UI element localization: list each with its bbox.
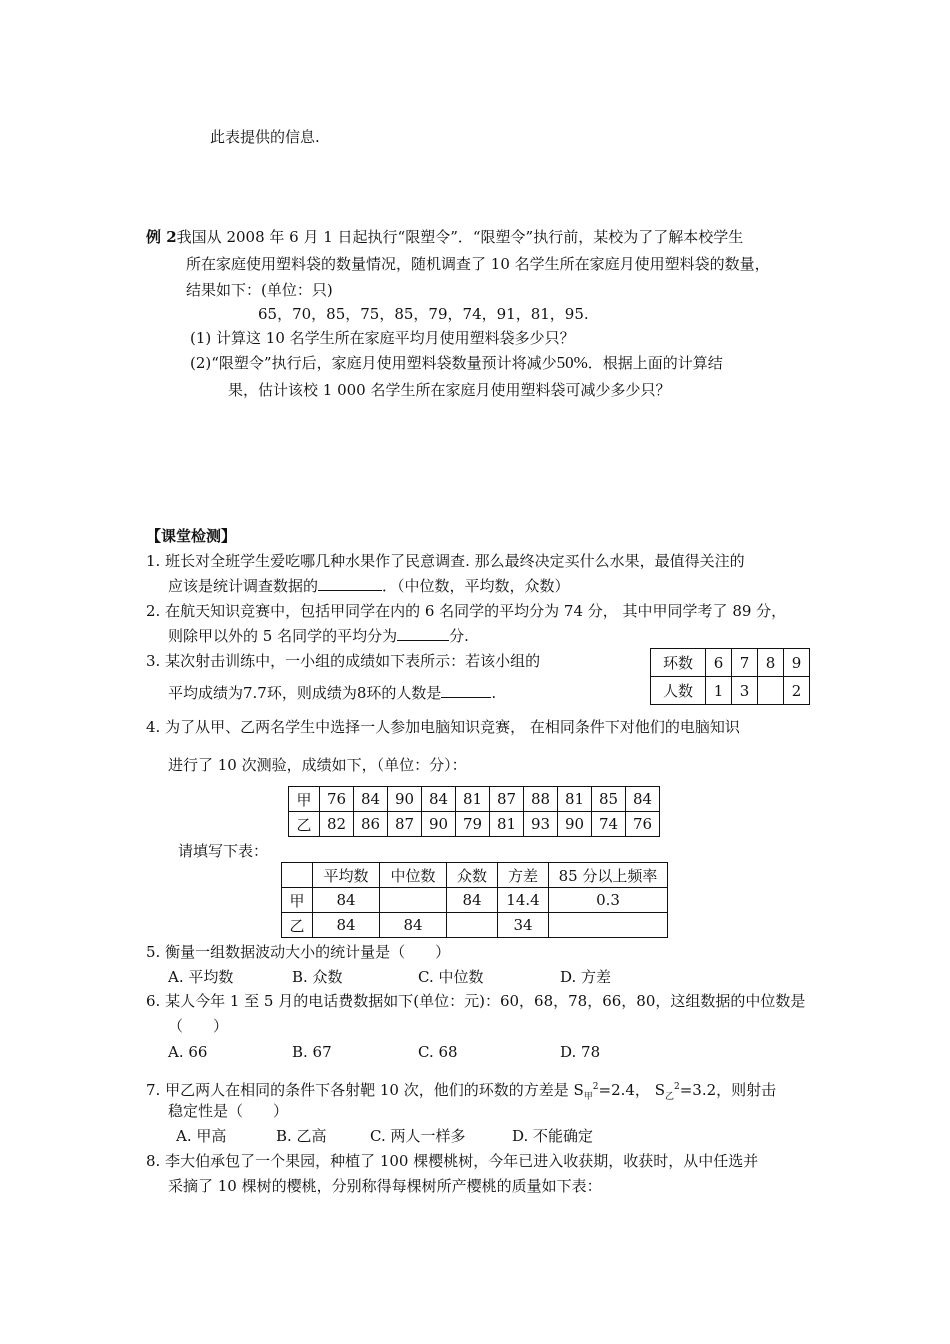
table-cell: 平均数	[313, 863, 380, 888]
example2-question2	[190, 353, 723, 373]
example2-line1-text: 我国从 2008 年 6 月 1 日起执行“限塑令”．“限塑令”执行前，某校为了了解本校学生	[176, 228, 744, 246]
q3-line1: 3. 某次射击训练中，一小组的成绩如下表所示：若该小组的	[146, 652, 541, 670]
table-cell: 1	[706, 677, 732, 705]
table-cell: 84	[313, 888, 380, 913]
table-cell: 74	[592, 812, 626, 837]
q3-line2	[168, 683, 496, 703]
q7-line1-part-a: 7. 甲乙两人在相同的条件下各射靶 10 次，他们的环数的方差是 S	[146, 1081, 584, 1099]
q7-line2: 稳定性是（ ）	[168, 1102, 289, 1120]
example2-line3: 结果如下：(单位：只)	[186, 281, 333, 299]
example2-line2: 所在家庭使用塑料袋的数量情况，随机调查了 10 名学生所在家庭月使用塑料袋的数量，	[186, 255, 770, 273]
table-cell: 84	[380, 913, 447, 938]
q4-fill-prompt: 请填写下表：	[178, 842, 269, 860]
table-cell: 79	[456, 812, 490, 837]
q6-line1: 6. 某人今年 1 至 5 月的电话费数据如下(单位：元)：60，68，78，66，80，这组数据的中位数是	[146, 992, 806, 1010]
q5-stem: 5. 衡量一组数据波动大小的统计量是（ ）	[146, 943, 451, 961]
q5-option-a[interactable]: A. 平均数	[168, 968, 234, 986]
table-cell: 14.4	[498, 888, 549, 913]
section-title: 【课堂检测】	[146, 527, 237, 545]
table-cell: 85 分以上频率	[549, 863, 668, 888]
table-cell: 甲	[282, 888, 313, 913]
q2-line2-part-a: 则除甲以外的 5 名同学的平均分为	[168, 627, 398, 645]
table-cell: 甲	[289, 787, 320, 812]
table-cell: 81	[490, 812, 524, 837]
q7-line1-part-b: =3.2，则射击	[679, 1081, 777, 1099]
table-cell-blank[interactable]	[447, 913, 498, 938]
example2-q2-part-a: (2)“限塑令”执行后，家庭月使用塑料袋数量预计将减少	[190, 354, 557, 372]
q7-sup-1: 2	[592, 1082, 599, 1092]
table-cell: 乙	[289, 812, 320, 837]
table-cell: 88	[524, 787, 558, 812]
q4-line1: 4. 为了从甲、乙两名学生中选择一人参加电脑知识竞赛， 在相同条件下对他们的电脑知识	[146, 718, 740, 736]
table-cell: 76	[320, 787, 354, 812]
table-row	[289, 812, 660, 837]
q6-line2: （ ）	[168, 1017, 229, 1035]
example2-question1: (1) 计算这 10 名学生所在家庭平均月使用塑料袋多少只？	[190, 329, 575, 347]
table-cell: 87	[388, 812, 422, 837]
q5-option-d[interactable]: D. 方差	[560, 968, 612, 986]
table-row	[282, 863, 668, 888]
table-cell: 84	[313, 913, 380, 938]
q8-line2: 采摘了 10 棵树的樱桃，分别称得每棵树所产樱桃的质量如下表：	[168, 1177, 602, 1195]
q4-scores-table	[288, 786, 660, 837]
q1-line2-part-a: 应该是统计调查数据的	[168, 577, 319, 595]
table-cell: 76	[626, 812, 660, 837]
q2-answer-blank[interactable]	[397, 626, 449, 641]
q8-line1: 8. 李大伯承包了一个果园，种植了 100 棵樱桃树，今年已进入收获期，收获时，从中任选并	[146, 1152, 759, 1170]
table-cell: 81	[558, 787, 592, 812]
q6-option-c[interactable]: C. 68	[418, 1043, 458, 1061]
example2-line1	[146, 227, 743, 247]
q1-line2	[168, 576, 570, 596]
q5-option-c[interactable]: C. 中位数	[418, 968, 484, 986]
q7-option-c[interactable]: C. 两人一样多	[370, 1127, 466, 1145]
table-cell-blank[interactable]	[758, 677, 784, 705]
example2-question2-line2: 果，估计该校 1 000 名学生所在家庭月使用塑料袋可减少多少只？	[228, 381, 671, 399]
q6-option-d[interactable]: D. 78	[560, 1043, 601, 1061]
example2-q2-percent: 50%	[556, 353, 588, 372]
table-cell: 84	[422, 787, 456, 812]
table-cell: 87	[490, 787, 524, 812]
q4-line2: 进行了 10 次测验，成绩如下，（单位：分）：	[168, 756, 467, 774]
table-cell: 90	[388, 787, 422, 812]
table-cell: 90	[422, 812, 456, 837]
q4-summary-table	[281, 862, 668, 938]
table-cell: 84	[354, 787, 388, 812]
q7-line1-mid: =2.4， S	[598, 1081, 665, 1099]
q2-line2	[168, 626, 469, 646]
table-row	[289, 787, 660, 812]
table-row	[282, 913, 668, 938]
example2-q2-part-b: ．根据上面的计算结	[587, 354, 723, 372]
q7-sub-jia: 甲	[583, 1092, 593, 1102]
table-cell: 85	[592, 787, 626, 812]
q6-option-a[interactable]: A. 66	[168, 1043, 208, 1061]
table-cell: 7	[732, 649, 758, 677]
table-cell: 中位数	[380, 863, 447, 888]
table-cell: 环数	[651, 649, 706, 677]
q6-option-b[interactable]: B. 67	[292, 1043, 332, 1061]
table-cell: 84	[626, 787, 660, 812]
table-cell: 3	[732, 677, 758, 705]
table-cell: 93	[524, 812, 558, 837]
table-cell: 方差	[498, 863, 549, 888]
table-cell: 82	[320, 812, 354, 837]
q2-line2-part-b: 分.	[449, 627, 469, 645]
table-cell: 0.3	[549, 888, 668, 913]
q1-answer-blank[interactable]	[318, 576, 382, 591]
example2-data-line: 65，70，85，75，85，79，74，91，81，95.	[258, 305, 589, 323]
table-cell: 乙	[282, 913, 313, 938]
q1-line2-part-b: ．（中位数，平均数，众数）	[382, 577, 570, 595]
q7-sub-yi: 乙	[664, 1092, 674, 1102]
table-cell: 6	[706, 649, 732, 677]
example2-label: 例 2	[146, 228, 177, 246]
table-cell: 86	[354, 812, 388, 837]
table-cell: 81	[456, 787, 490, 812]
table-row	[651, 649, 810, 677]
table-cell: 众数	[447, 863, 498, 888]
table-row	[651, 677, 810, 705]
q1-line1: 1. 班长对全班学生爱吃哪几种水果作了民意调查. 那么最终决定买什么水果，最值得关注的	[146, 552, 745, 570]
table-cell: 84	[447, 888, 498, 913]
table-cell-blank[interactable]	[380, 888, 447, 913]
q3-line2-part-b: .	[491, 684, 497, 702]
q5-option-b[interactable]: B. 众数	[292, 968, 343, 986]
q3-answer-blank[interactable]	[441, 683, 491, 698]
table-cell: 人数	[651, 677, 706, 705]
q7-option-d[interactable]: D. 不能确定	[512, 1127, 594, 1145]
table-cell: 90	[558, 812, 592, 837]
q7-option-b[interactable]: B. 乙高	[276, 1127, 327, 1145]
q3-shooting-table	[650, 648, 810, 705]
q3-line2-part-a: 平均成绩为7.7环，则成绩为8环的人数是	[168, 684, 442, 702]
q2-line1: 2. 在航天知识竞赛中，包括甲同学在内的 6 名同学的平均分为 74 分， 其中甲同学考了 89 分，	[146, 602, 787, 620]
q7-sup-2: 2	[673, 1082, 680, 1092]
q7-option-a[interactable]: A. 甲高	[176, 1127, 227, 1145]
intro-tail-text: 此表提供的信息.	[210, 128, 320, 146]
table-cell	[282, 863, 313, 888]
table-cell: 34	[498, 913, 549, 938]
table-cell: 8	[758, 649, 784, 677]
table-cell: 2	[784, 677, 810, 705]
table-cell-blank[interactable]	[549, 913, 668, 938]
table-row	[282, 888, 668, 913]
table-cell: 9	[784, 649, 810, 677]
